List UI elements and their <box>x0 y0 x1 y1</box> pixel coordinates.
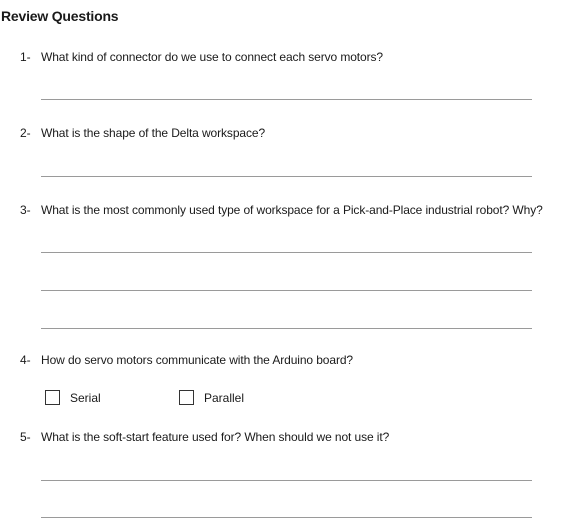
answer-line[interactable] <box>41 176 532 177</box>
answer-line[interactable] <box>41 290 532 291</box>
question-text: What is the most commonly used type of workspace for a Pick-and-Place industrial robot? Why? <box>41 203 543 217</box>
review-title: Review Questions <box>1 8 119 24</box>
question-text: What kind of connector do we use to connect each servo motors? <box>41 50 383 64</box>
question-text: How do servo motors communicate with the Arduino board? <box>41 353 353 367</box>
question-5 <box>20 430 389 444</box>
answer-line[interactable] <box>41 328 532 329</box>
question-text: What is the shape of the Delta workspace? <box>41 126 266 140</box>
answer-line[interactable] <box>41 480 532 481</box>
question-1 <box>20 50 383 64</box>
option-label: Parallel <box>204 390 245 405</box>
answer-line[interactable] <box>41 99 532 100</box>
serial-checkbox[interactable] <box>45 390 60 405</box>
question-2 <box>20 126 265 140</box>
question-4 <box>20 353 353 367</box>
question-number: 2- <box>20 126 31 140</box>
question-text: What is the soft-start feature used for? When should we not use it? <box>41 430 390 444</box>
answer-line[interactable] <box>41 252 532 253</box>
question-number: 3- <box>20 203 31 217</box>
option-label: Serial <box>70 390 101 405</box>
question-number: 5- <box>20 430 31 444</box>
question-3 <box>20 203 543 217</box>
option-serial[interactable] <box>45 390 101 405</box>
answer-line[interactable] <box>41 517 532 518</box>
question-number: 4- <box>20 353 31 367</box>
question-number: 1- <box>20 50 31 64</box>
parallel-checkbox[interactable] <box>179 390 194 405</box>
option-parallel[interactable] <box>179 390 244 405</box>
